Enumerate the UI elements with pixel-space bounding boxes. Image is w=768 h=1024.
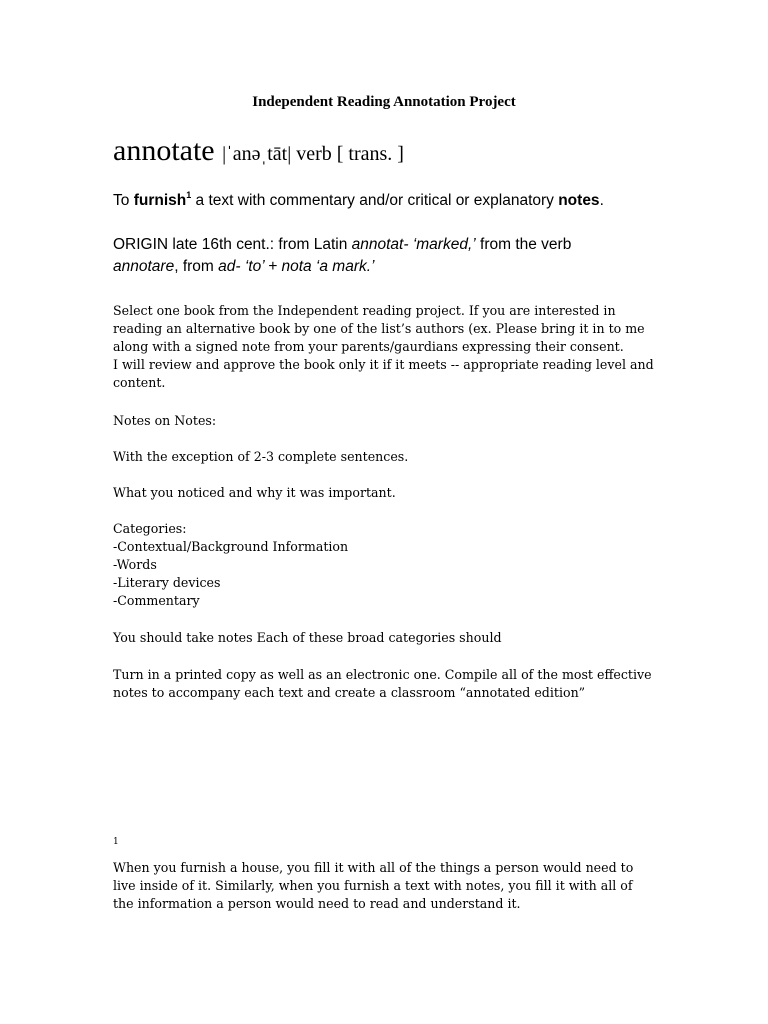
turn-in-line: notes to accompany each text and create a classroom “annotated edition” bbox=[113, 685, 586, 700]
categories-list bbox=[113, 538, 348, 610]
etymology-text: ORIGIN late 16th cent.: from Latin bbox=[113, 236, 352, 253]
definition-bold-word: notes bbox=[558, 192, 600, 209]
broad-categories-text: You should take notes Each of these broad categories should bbox=[113, 630, 502, 645]
category-item: -Literary devices bbox=[113, 575, 221, 590]
intro-line: Select one book from the Independent reading project. If you are interested in bbox=[113, 303, 616, 318]
category-item: -Commentary bbox=[113, 593, 200, 608]
definition bbox=[113, 190, 604, 210]
notes-heading: Notes on Notes: bbox=[113, 413, 217, 428]
footnote-reference: 1 bbox=[186, 190, 192, 200]
noticed-text: What you noticed and why it was important. bbox=[113, 485, 396, 500]
etymology-italic: annotat- ‘marked,’ bbox=[351, 236, 476, 253]
headword-entry bbox=[113, 134, 404, 168]
etymology bbox=[113, 234, 633, 278]
definition-text: a text with commentary and/or critical or explanatory bbox=[191, 192, 559, 209]
definition-text: . bbox=[599, 192, 604, 209]
footnote-line: When you furnish a house, you fill it with all of the things a person would need to bbox=[113, 860, 634, 875]
footnote bbox=[113, 859, 673, 913]
categories-section bbox=[113, 520, 348, 610]
etymology-text: , from bbox=[174, 258, 219, 275]
intro-line: content. bbox=[113, 375, 166, 390]
exception-text: With the exception of 2-3 complete sentences. bbox=[113, 449, 409, 464]
category-item: -Contextual/Background Information bbox=[113, 539, 349, 554]
intro-paragraph bbox=[113, 302, 673, 392]
intro-line: along with a signed note from your parents/gaurdians expressing their consent. bbox=[113, 339, 624, 354]
headword: annotate bbox=[113, 134, 215, 167]
etymology-text: from the verb bbox=[475, 236, 572, 253]
definition-bold-word: furnish bbox=[133, 192, 187, 209]
etymology-italic: ad- ‘to’ + nota ‘a mark.’ bbox=[218, 258, 375, 275]
document-title: Independent Reading Annotation Project bbox=[252, 94, 516, 110]
etymology-italic: annotare bbox=[113, 258, 175, 275]
turn-in-line: Turn in a printed copy as well as an electronic one. Compile all of the most effective bbox=[113, 667, 652, 682]
definition-text: To bbox=[113, 192, 134, 209]
intro-line: reading an alternative book by one of the list’s authors (ex. Please bring it in to me bbox=[113, 321, 645, 336]
pronunciation: |ˈanəˌtāt| verb [ trans. ] bbox=[222, 143, 404, 165]
categories-heading: Categories: bbox=[113, 521, 187, 536]
intro-line: I will review and approve the book only it if it meets -- appropriate reading level and bbox=[113, 357, 654, 372]
category-item: -Words bbox=[113, 557, 157, 572]
turn-in-paragraph bbox=[113, 666, 673, 702]
footnote-marker: 1 bbox=[113, 837, 119, 847]
footnote-line: the information a person would need to read and understand it. bbox=[113, 896, 521, 911]
footnote-line: live inside of it. Similarly, when you furnish a text with notes, you fill it with all of bbox=[113, 878, 633, 893]
